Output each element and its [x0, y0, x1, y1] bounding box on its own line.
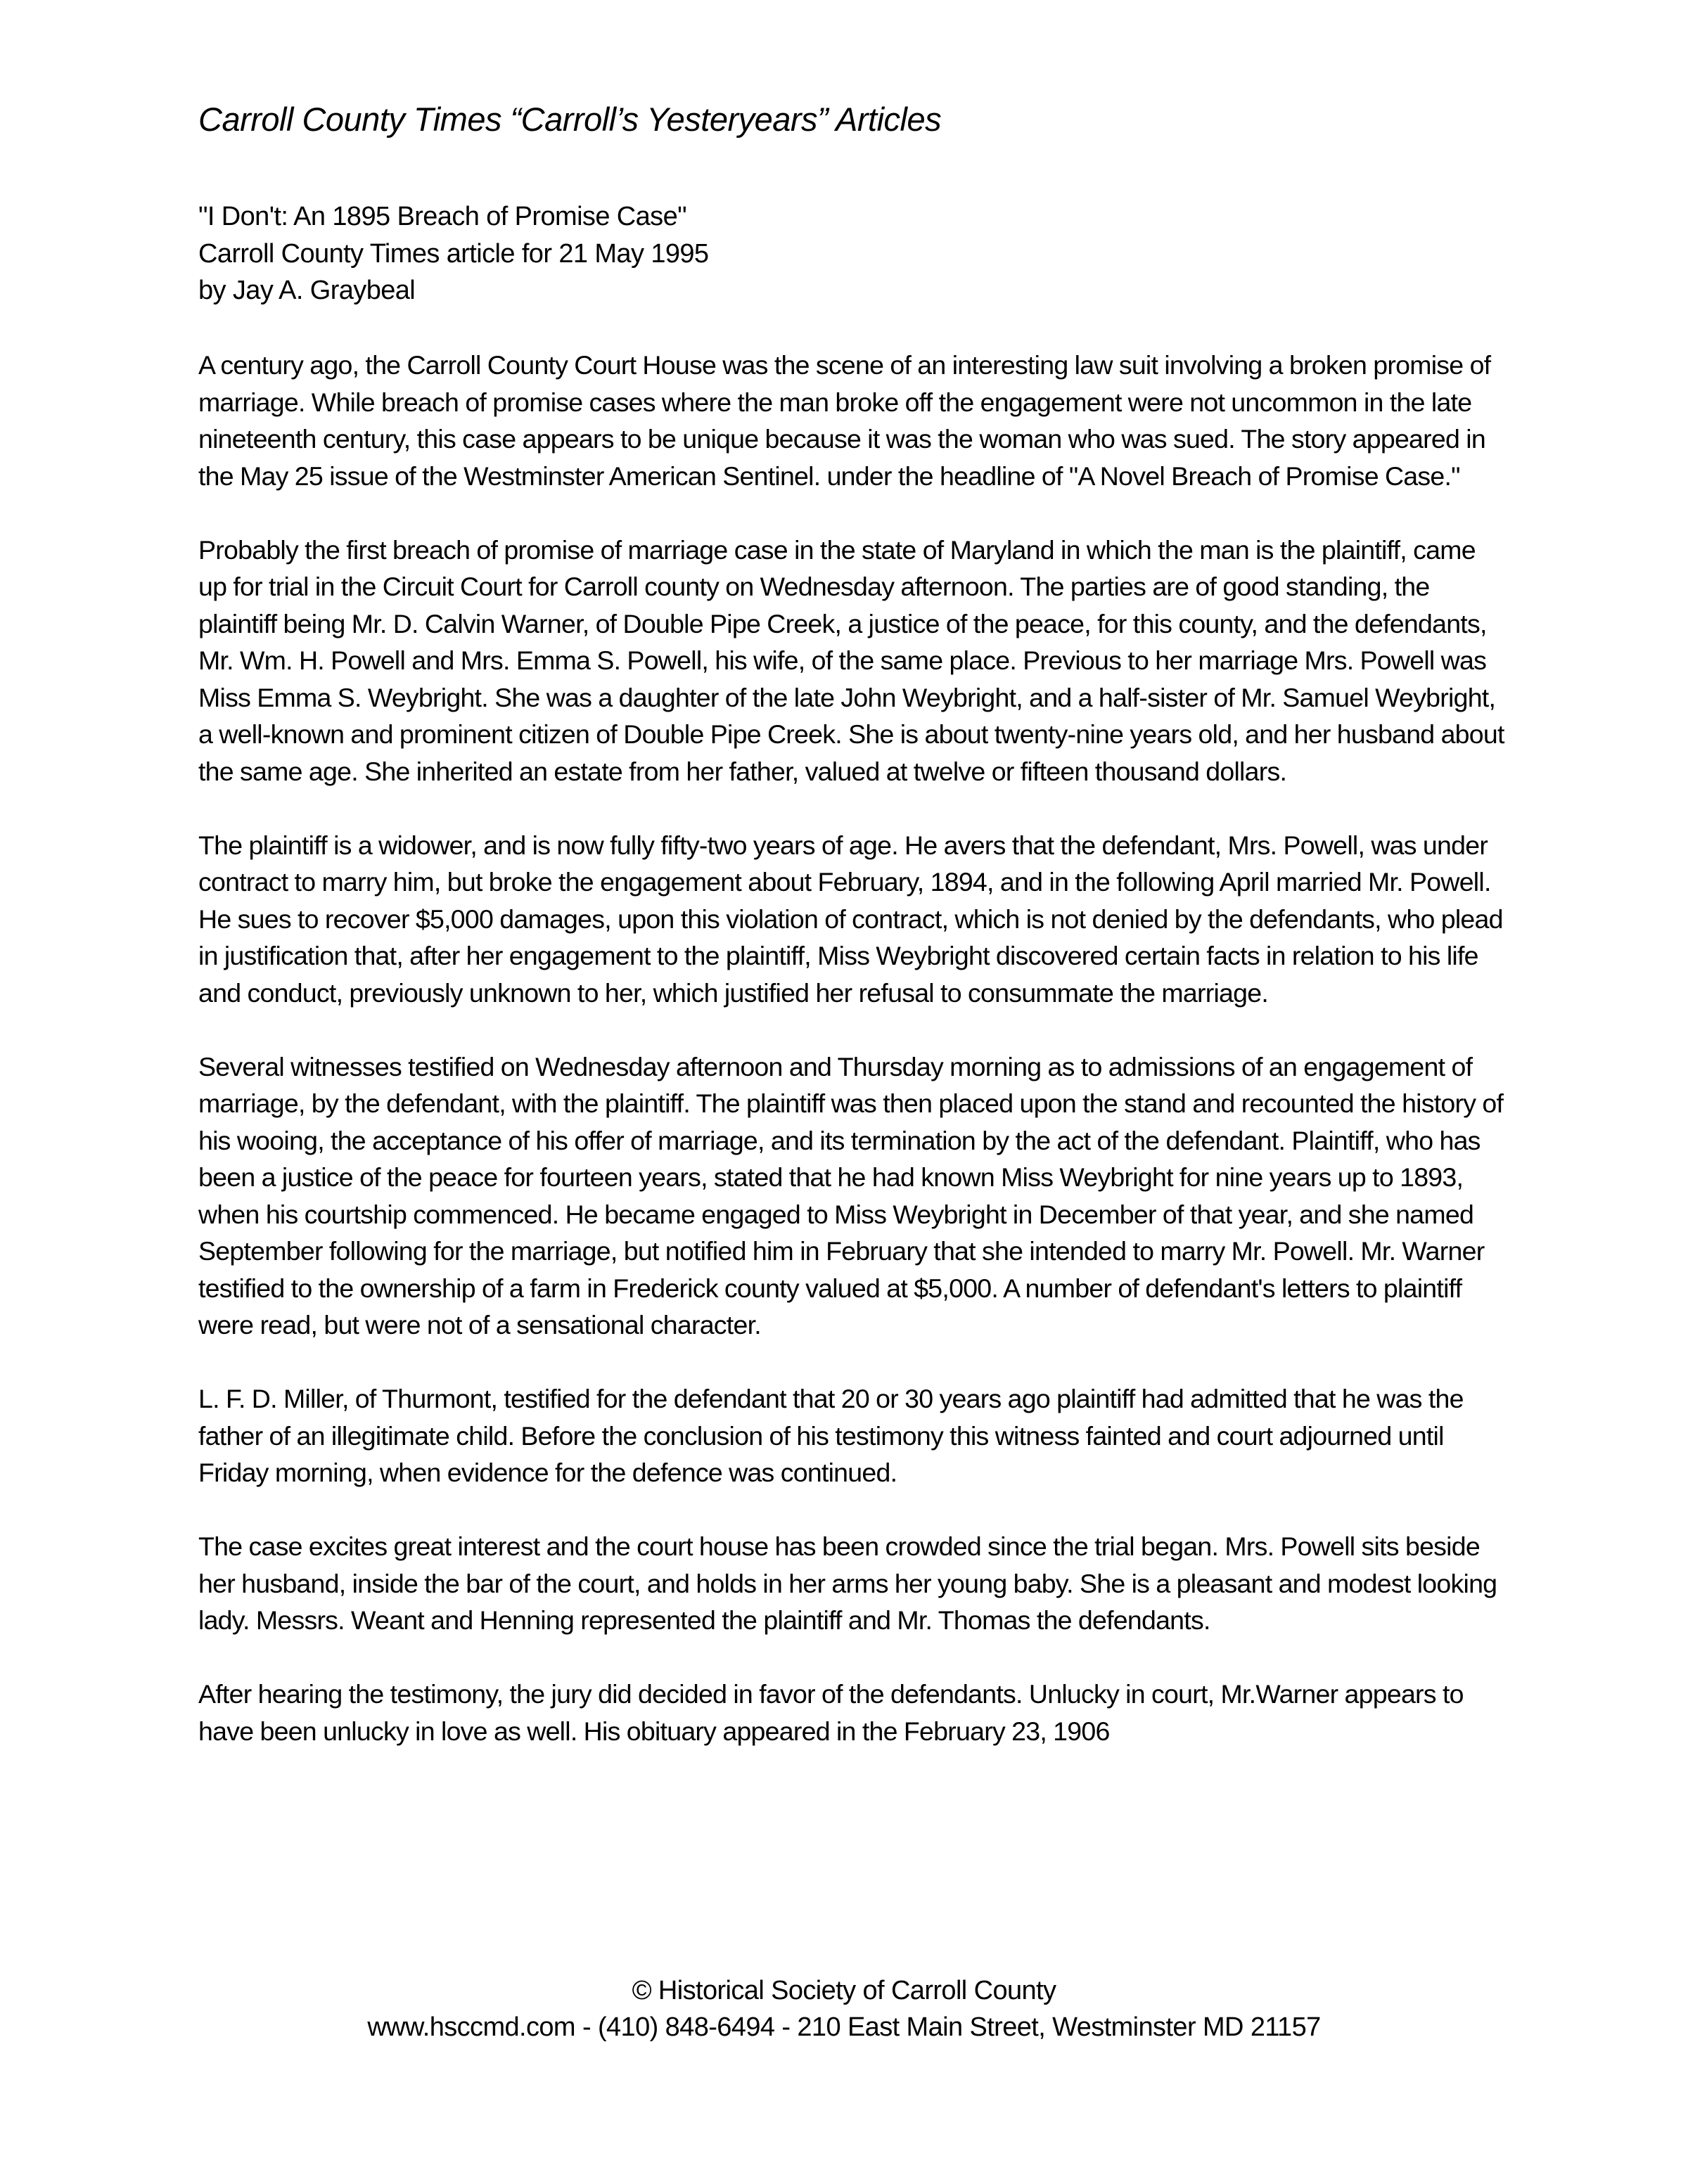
paragraph-2: Probably the first breach of promise of marriage case in the state of Maryland in which the man is the plaintiff, came up for trial in the Circuit Court for Carroll county on Wednesday afternoon. The parties are of good standing, the plaintiff being Mr. D. Calvin Warner, of Double Pipe Creek, a justice of the peace, for this county, and the defendants, Mr. Wm. H. Powell and Mrs. Emma S. Powell, his wife, of the same place. Previous to her marriage Mrs. Powell was Miss Emma S. Weybright. She was a daughter of the late John Weybright, and a half-sister of Mr. Samuel Weybright, a well-known and prominent citizen of Double Pipe Creek. She is about twenty-nine years old, and her husband about the same age. She inherited an estate from her father, valued at twelve or fifteen thousand dollars. — [198, 534, 1504, 786]
page-footer — [0, 1972, 1688, 2045]
paragraph-3: The plaintiff is a widower, and is now fully fifty-two years of age. He avers that the defendant, Mrs. Powell, was under contract to marry him, but broke the engagement about February, 1894, and in the following April married Mr. Powell. He sues to recover $5,000 damages, upon this violation of contract, which is not denied by the defendants, who plead in justification that, after her engagement to the plaintiff, Miss Weybright discovered certain facts in relation to his life and conduct, previously unknown to her, which justified her refusal to consummate the marriage. — [198, 830, 1503, 1008]
article-meta — [198, 198, 708, 309]
paragraph-1: A century ago, the Carroll County Court House was the scene of an interesting law suit involving a broken promise of marriage. While breach of promise cases where the man broke off the engagement were not uncommon in the late nineteenth century, this case appears to be unique because it was the woman who was sued. The story appeared in the May 25 issue of the Westminster American Sentinel. under the headline of "A Novel Breach of Promise Case." — [198, 350, 1491, 491]
byline: by Jay A. Graybeal — [198, 276, 416, 305]
footer-copyright: © Historical Society of Carroll County — [632, 1976, 1056, 2005]
article-title: "I Don't: An 1895 Breach of Promise Case" — [198, 202, 687, 231]
series-header-title: Carroll County Times “Carroll’s Yesteryears” Articles — [198, 101, 942, 138]
article-body — [198, 347, 1507, 1787]
paragraph-7: After hearing the testimony, the jury did decided in favor of the defendants. Unlucky in court, Mr.Warner appears to have been unlucky in love as well. His obituary appeared in the February 23, 1906 — [198, 1679, 1464, 1746]
footer-contact: www.hsccmd.com - (410) 848-6494 - 210 East Main Street, Westminster MD 21157 — [367, 2012, 1321, 2042]
publication-line: Carroll County Times article for 21 May 1995 — [198, 238, 709, 269]
paragraph-6: The case excites great interest and the court house has been crowded since the trial began. Mrs. Powell sits beside her husband, inside the bar of the court, and holds in her arms her young baby. She is a pleasant and modest looking lady. Messrs. Weant and Henning represented the plaintiff and Mr. Thomas the defendants. — [198, 1531, 1497, 1635]
paragraph-4: Several witnesses testified on Wednesday afternoon and Thursday morning as to admissions of an engagement of marriage, by the defendant, with the plaintiff. The plaintiff was then placed upon the stand and recounted the history of his wooing, the acceptance of his offer of marriage, and its termination by the act of the defendant. Plaintiff, who has been a justice of the peace for fourteen years, stated that he had known Miss Weybright for nine years up to 1893, when his courtship commenced. He became engaged to Miss Weybright in December of that year, and she named September following for the marriage, but notified him in February that she intended to marry Mr. Powell. Mr. Warner testified to the ownership of a farm in Frederick county valued at $5,000. A number of defendant's letters to plaintiff were read, but were not of a sensational character. — [198, 1051, 1504, 1340]
paragraph-5: L. F. D. Miller, of Thurmont, testified for the defendant that 20 or 30 years ago plaintiff had admitted that he was the father of an illegitimate child. Before the conclusion of his testimony this witness fainted and court adjourned until Friday morning, when evidence for the defence was continued. — [198, 1384, 1464, 1487]
